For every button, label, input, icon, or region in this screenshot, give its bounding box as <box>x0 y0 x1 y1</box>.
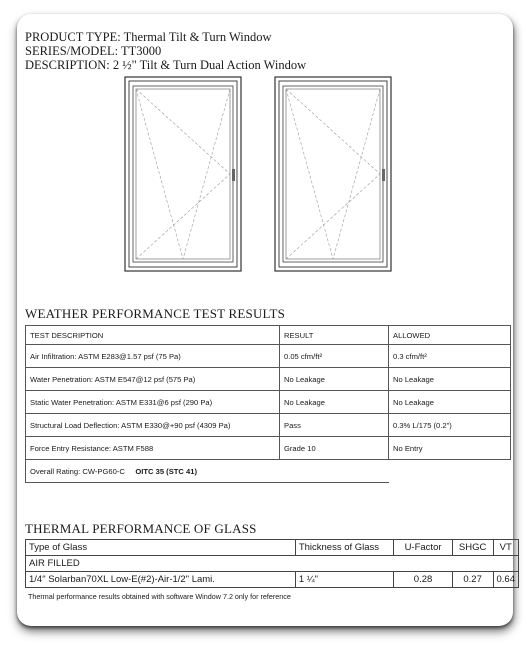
glass-cell: 1/4" Solarban70XL Low-E(#2)-Air-1/2" Lami. <box>26 572 296 588</box>
spec-sheet <box>17 14 513 626</box>
col-vt: VT <box>493 540 519 556</box>
weather-header-row <box>26 326 511 345</box>
thermal-header-row <box>26 540 519 556</box>
col-result: RESULT <box>280 326 389 345</box>
col-thickness: Thickness of Glass <box>295 540 394 556</box>
series-model: SERIES/MODEL: TT3000 <box>25 44 162 58</box>
table-row <box>26 572 519 588</box>
allowed-cell: 0.3% L/175 (0.2") <box>389 414 511 437</box>
col-allowed: ALLOWED <box>389 326 511 345</box>
result-cell: No Leakage <box>280 368 389 391</box>
col-test-description: TEST DESCRIPTION <box>26 326 280 345</box>
product-type: PRODUCT TYPE: Thermal Tilt & Turn Window <box>25 30 272 44</box>
table-row <box>26 345 511 368</box>
shgc-cell: 0.27 <box>452 572 493 588</box>
window-drawing-left <box>124 76 242 272</box>
description: DESCRIPTION: 2 ½" Tilt & Turn Dual Action Window <box>25 58 307 72</box>
u-factor-cell: 0.28 <box>394 572 452 588</box>
test-cell: Air Infiltration: ASTM E283@1.57 psf (75 Pa) <box>26 345 280 368</box>
result-cell: 0.05 cfm/ft² <box>280 345 389 368</box>
air-filled-label: AIR FILLED <box>26 556 519 572</box>
thermal-group-row <box>26 556 519 572</box>
thermal-table <box>25 539 519 588</box>
vt-cell: 0.64 <box>493 572 519 588</box>
allowed-cell: No Entry <box>389 437 511 460</box>
table-row <box>26 437 511 460</box>
allowed-cell: 0.3 cfm/ft² <box>389 345 511 368</box>
overall-rating-cell <box>26 460 389 483</box>
col-u-factor: U-Factor <box>394 540 452 556</box>
thickness-cell: 1 ¼" <box>295 572 394 588</box>
table-row <box>26 391 511 414</box>
table-row <box>26 414 511 437</box>
test-cell: Force Entry Resistance: ASTM F588 <box>26 437 280 460</box>
window-drawing-right <box>274 76 392 272</box>
test-cell: Structural Load Deflection: ASTM E330@+90 psf (4309 Pa) <box>26 414 280 437</box>
allowed-cell: No Leakage <box>389 368 511 391</box>
thermal-title: THERMAL PERFORMANCE OF GLASS <box>25 521 257 536</box>
result-cell: Grade 10 <box>280 437 389 460</box>
result-cell: Pass <box>280 414 389 437</box>
thermal-note: Thermal performance results obtained with software Window 7.2 only for reference <box>28 592 291 601</box>
product-header <box>25 30 306 72</box>
weather-table <box>25 325 511 483</box>
col-type-of-glass: Type of Glass <box>26 540 296 556</box>
table-row <box>26 368 511 391</box>
result-cell: No Leakage <box>280 391 389 414</box>
overall-rating-row <box>26 460 511 483</box>
test-cell: Water Penetration: ASTM E547@12 psf (575 Pa) <box>26 368 280 391</box>
weather-title: WEATHER PERFORMANCE TEST RESULTS <box>25 306 286 321</box>
allowed-cell: No Leakage <box>389 391 511 414</box>
overall-rating-label: Overall Rating: CW-PG60-C <box>30 466 125 476</box>
oitc-rating: OITC 35 (STC 41) <box>135 466 197 476</box>
col-shgc: SHGC <box>452 540 493 556</box>
test-cell: Static Water Penetration: ASTM E331@6 psf (290 Pa) <box>26 391 280 414</box>
rating-empty-cell <box>389 460 511 483</box>
